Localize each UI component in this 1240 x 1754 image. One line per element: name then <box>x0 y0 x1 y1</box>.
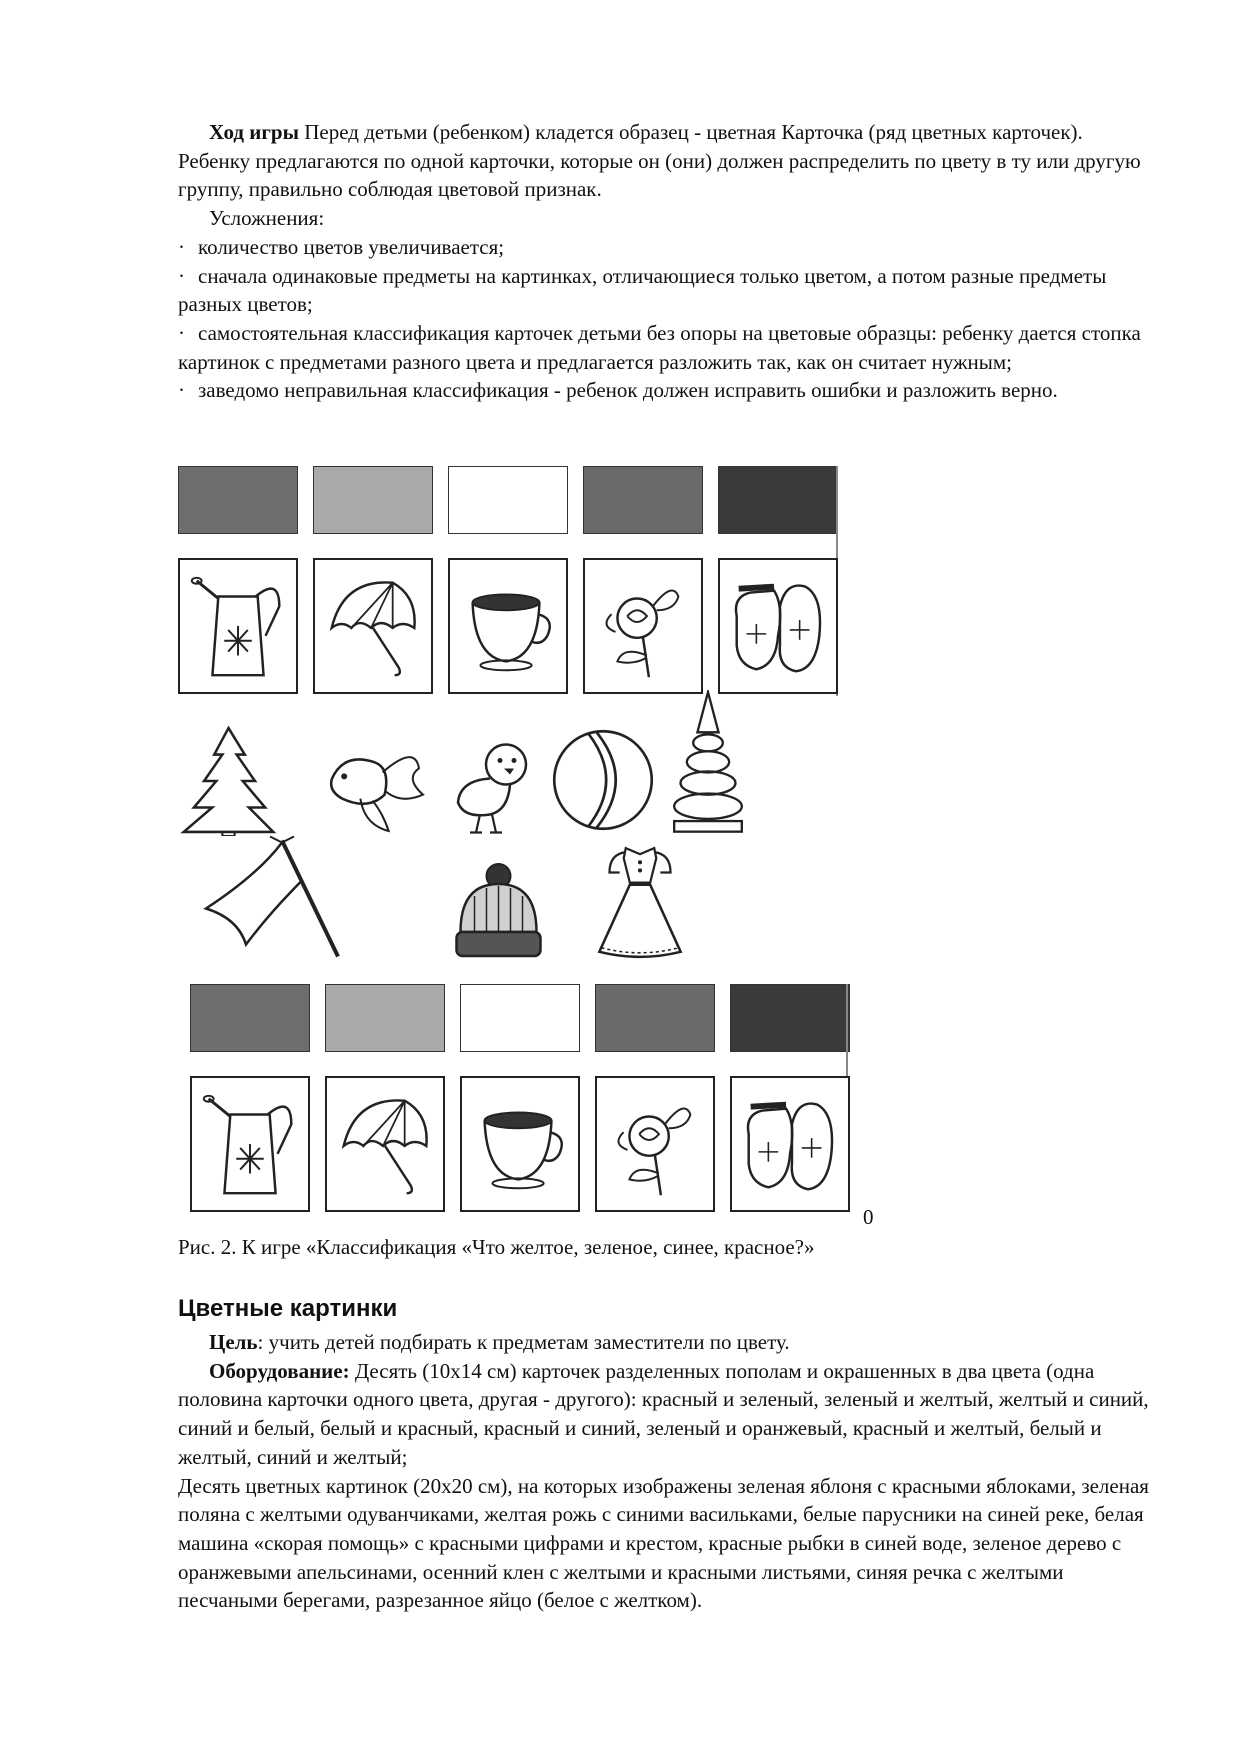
cup-icon <box>468 1085 572 1203</box>
intro-block <box>178 118 1158 405</box>
bullet-item: · сначала одинаковые предметы на картинках, отличающиеся только цветом, а потом разные предметы разных цветов; <box>178 263 1107 317</box>
goal-label: Цель <box>209 1330 258 1354</box>
chick-icon <box>450 740 540 836</box>
color-swatch <box>595 984 715 1052</box>
mittens-card <box>730 1076 850 1212</box>
color-swatch <box>313 466 433 534</box>
umbrella-card <box>313 558 433 694</box>
color-swatch-row-bottom <box>190 984 865 1052</box>
toy-pyramid-icon <box>665 690 751 838</box>
pictures-paragraph: Десять цветных картинок (20х20 см), на которых изображены зеленая яблоня с красными яблоками, зеленая поляна с желтыми одуванчиками, желтая рожь с синими васильками, белые парусники на синей реке, белая машина «скорая помощь» с красными цифрами и крестом, красные рыбки в синей воде, зеленое дерево с оранжевыми апельсинами, осенний клен с желтыми и красными листьями, синяя речка с желтыми песчаными берегами, разрезанное яйцо (белое с желтком). <box>178 1473 1149 1613</box>
dress-icon <box>588 842 692 964</box>
section2-block <box>178 1328 1158 1615</box>
complications-title: Усложнения: <box>209 206 325 231</box>
figure-caption: Рис. 2. К игре «Классификация «Что желтое, зеленое, синее, красное?» <box>178 1235 815 1259</box>
cup-icon <box>456 567 560 685</box>
game-procedure-text: Перед детьми (ребенком) кладется образец - цветная Карточка (ряд цветных карточек). Ребенку предлагаются по одной карточки, которые он (они) должен распределить по цвету в ту или другую группу, правильно соблюдая цветовой признак. <box>178 120 1141 202</box>
bullet-item: · количество цветов увеличивается; <box>178 234 505 259</box>
game-procedure-paragraph <box>178 118 1158 204</box>
umbrella-icon <box>333 1085 437 1203</box>
watering-can-card <box>178 558 298 694</box>
picture-card-row-top <box>178 558 853 694</box>
goal-text: : учить детей подбирать к предметам заместители по цвету. <box>257 1330 790 1354</box>
color-swatch <box>190 984 310 1052</box>
game-procedure-label: Ход игры <box>209 120 299 144</box>
mittens-card <box>718 558 838 694</box>
color-swatch <box>583 466 703 534</box>
mittens-icon <box>726 567 830 685</box>
watering-can-icon <box>198 1085 302 1203</box>
page-mark: 0 <box>863 1205 874 1229</box>
equipment-text: Десять (10х14 см) карточек разделенных пополам и окрашенных в два цвета (одна половина карточки одного цвета, другая - другого): красный и зеленый, зеленый и желтый, желтый и синий, синий и белый, белый и красный, красный и синий, зеленый и оранжевый, красный и желтый, белый и желтый, синий и желтый; <box>178 1358 1149 1469</box>
watering-can-icon <box>186 567 290 685</box>
rose-card <box>583 558 703 694</box>
color-swatch <box>178 466 298 534</box>
umbrella-card <box>325 1076 445 1212</box>
color-swatch-row-top <box>178 466 853 534</box>
rose-icon <box>603 1085 707 1203</box>
equipment-label: Оборудование: <box>209 1358 350 1383</box>
rose-icon <box>591 567 695 685</box>
knit-hat-icon <box>450 862 546 962</box>
bullet-item: · заведомо неправильная классификация - ребенок должен исправить ошибки и разложить верно. <box>178 378 1058 403</box>
mittens-icon <box>738 1085 842 1203</box>
color-swatch <box>460 984 580 1052</box>
watering-can-card <box>190 1076 310 1212</box>
color-swatch <box>448 466 568 534</box>
color-swatch <box>325 984 445 1052</box>
picture-card-row-bottom <box>190 1076 865 1212</box>
rose-card <box>595 1076 715 1212</box>
color-swatch <box>730 984 850 1052</box>
umbrella-icon <box>321 567 425 685</box>
equipment-paragraph <box>178 1357 1158 1472</box>
ball-icon <box>550 727 656 833</box>
bullet-item: · самостоятельная классификация карточек детьми без опоры на цветовые образцы: ребенку дается стопка картинок с предметами разного цвета и предлагается разложить так, как он считает нужным; <box>178 320 1141 374</box>
color-swatch <box>718 466 838 534</box>
fir-tree-icon <box>176 724 281 836</box>
cup-card <box>460 1076 580 1212</box>
cup-card <box>448 558 568 694</box>
flag-icon <box>198 834 348 960</box>
section-heading: Цветные картинки <box>178 1295 398 1322</box>
goal-paragraph <box>178 1328 1158 1357</box>
goldfish-icon <box>323 738 426 834</box>
